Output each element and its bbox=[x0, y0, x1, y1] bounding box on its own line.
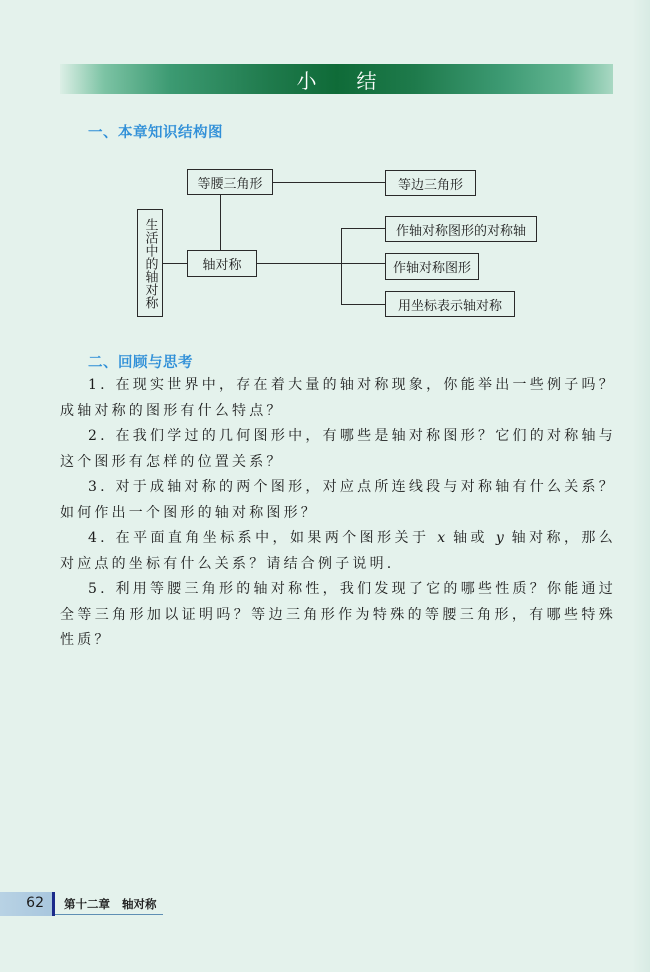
diagram-box-isosceles-triangle: 等腰三角形 bbox=[187, 169, 273, 195]
section-heading-review: 二、回顾与思考 bbox=[88, 355, 193, 371]
diagram-box-root: 生活中的轴对称 bbox=[137, 209, 163, 317]
connector-isosceles-to-equilateral bbox=[272, 182, 385, 183]
connector-isosceles-to-axial bbox=[220, 194, 221, 250]
question-4-text-c: 轴对称，那么对应点的坐标有什么关系？请结合例子说明. bbox=[60, 530, 617, 572]
knowledge-structure-diagram bbox=[0, 0, 650, 340]
footer-divider-bar bbox=[52, 892, 55, 916]
diagram-box-equilateral-triangle: 等边三角形 bbox=[385, 170, 476, 196]
variable-x: x bbox=[437, 530, 446, 546]
diagram-box-branch-coordinates: 用坐标表示轴对称 bbox=[385, 291, 515, 317]
chapter-number: 第十二章 bbox=[64, 897, 110, 911]
diagram-box-axial-symmetry: 轴对称 bbox=[187, 250, 257, 277]
review-question-5: 5. 利用等腰三角形的轴对称性，我们发现了它的哪些性质？你能通过全等三角形加以证明吗？等边三角形作为特殊的等腰三角形，有哪些特殊性质？ bbox=[60, 581, 616, 648]
connector-axial-to-branches bbox=[256, 263, 385, 264]
question-4-text-a: 4. 在平面直角坐标系中，如果两个图形关于 bbox=[88, 530, 438, 546]
section-heading-structure: 一、本章知识结构图 bbox=[88, 125, 223, 141]
question-4-text-b: 轴或 bbox=[445, 530, 496, 546]
review-question-1: 1. 在现实世界中，存在着大量的轴对称现象，你能举出一些例子吗？成轴对称的图形有什么特点？ bbox=[60, 377, 616, 419]
review-question-3: 3. 对于成轴对称的两个图形，对应点所连线段与对称轴有什么关系？如何作出一个图形的轴对称图形？ bbox=[60, 479, 616, 521]
connector-root-to-axial bbox=[162, 263, 187, 264]
review-question-4 bbox=[60, 526, 616, 577]
diagram-box-branch-draw-figure: 作轴对称图形 bbox=[385, 253, 479, 280]
review-question-2: 2. 在我们学过的几何图形中，有哪些是轴对称图形？它们的对称轴与这个图形有怎样的位置关系？ bbox=[60, 428, 616, 470]
page-number-tab bbox=[0, 892, 52, 916]
page-number: 62 bbox=[26, 895, 44, 911]
footer-underline bbox=[55, 914, 163, 915]
chapter-label bbox=[64, 896, 157, 912]
page-footer bbox=[0, 892, 200, 916]
diagram-box-branch-symmetry-axis: 作轴对称图形的对称轴 bbox=[385, 216, 537, 242]
connector-branch-spine bbox=[341, 228, 342, 305]
banner-title: 小结 bbox=[296, 68, 417, 93]
chapter-title: 轴对称 bbox=[122, 897, 157, 911]
connector-branch-3 bbox=[341, 304, 385, 305]
connector-branch-1 bbox=[341, 228, 385, 229]
variable-y: y bbox=[495, 530, 504, 546]
